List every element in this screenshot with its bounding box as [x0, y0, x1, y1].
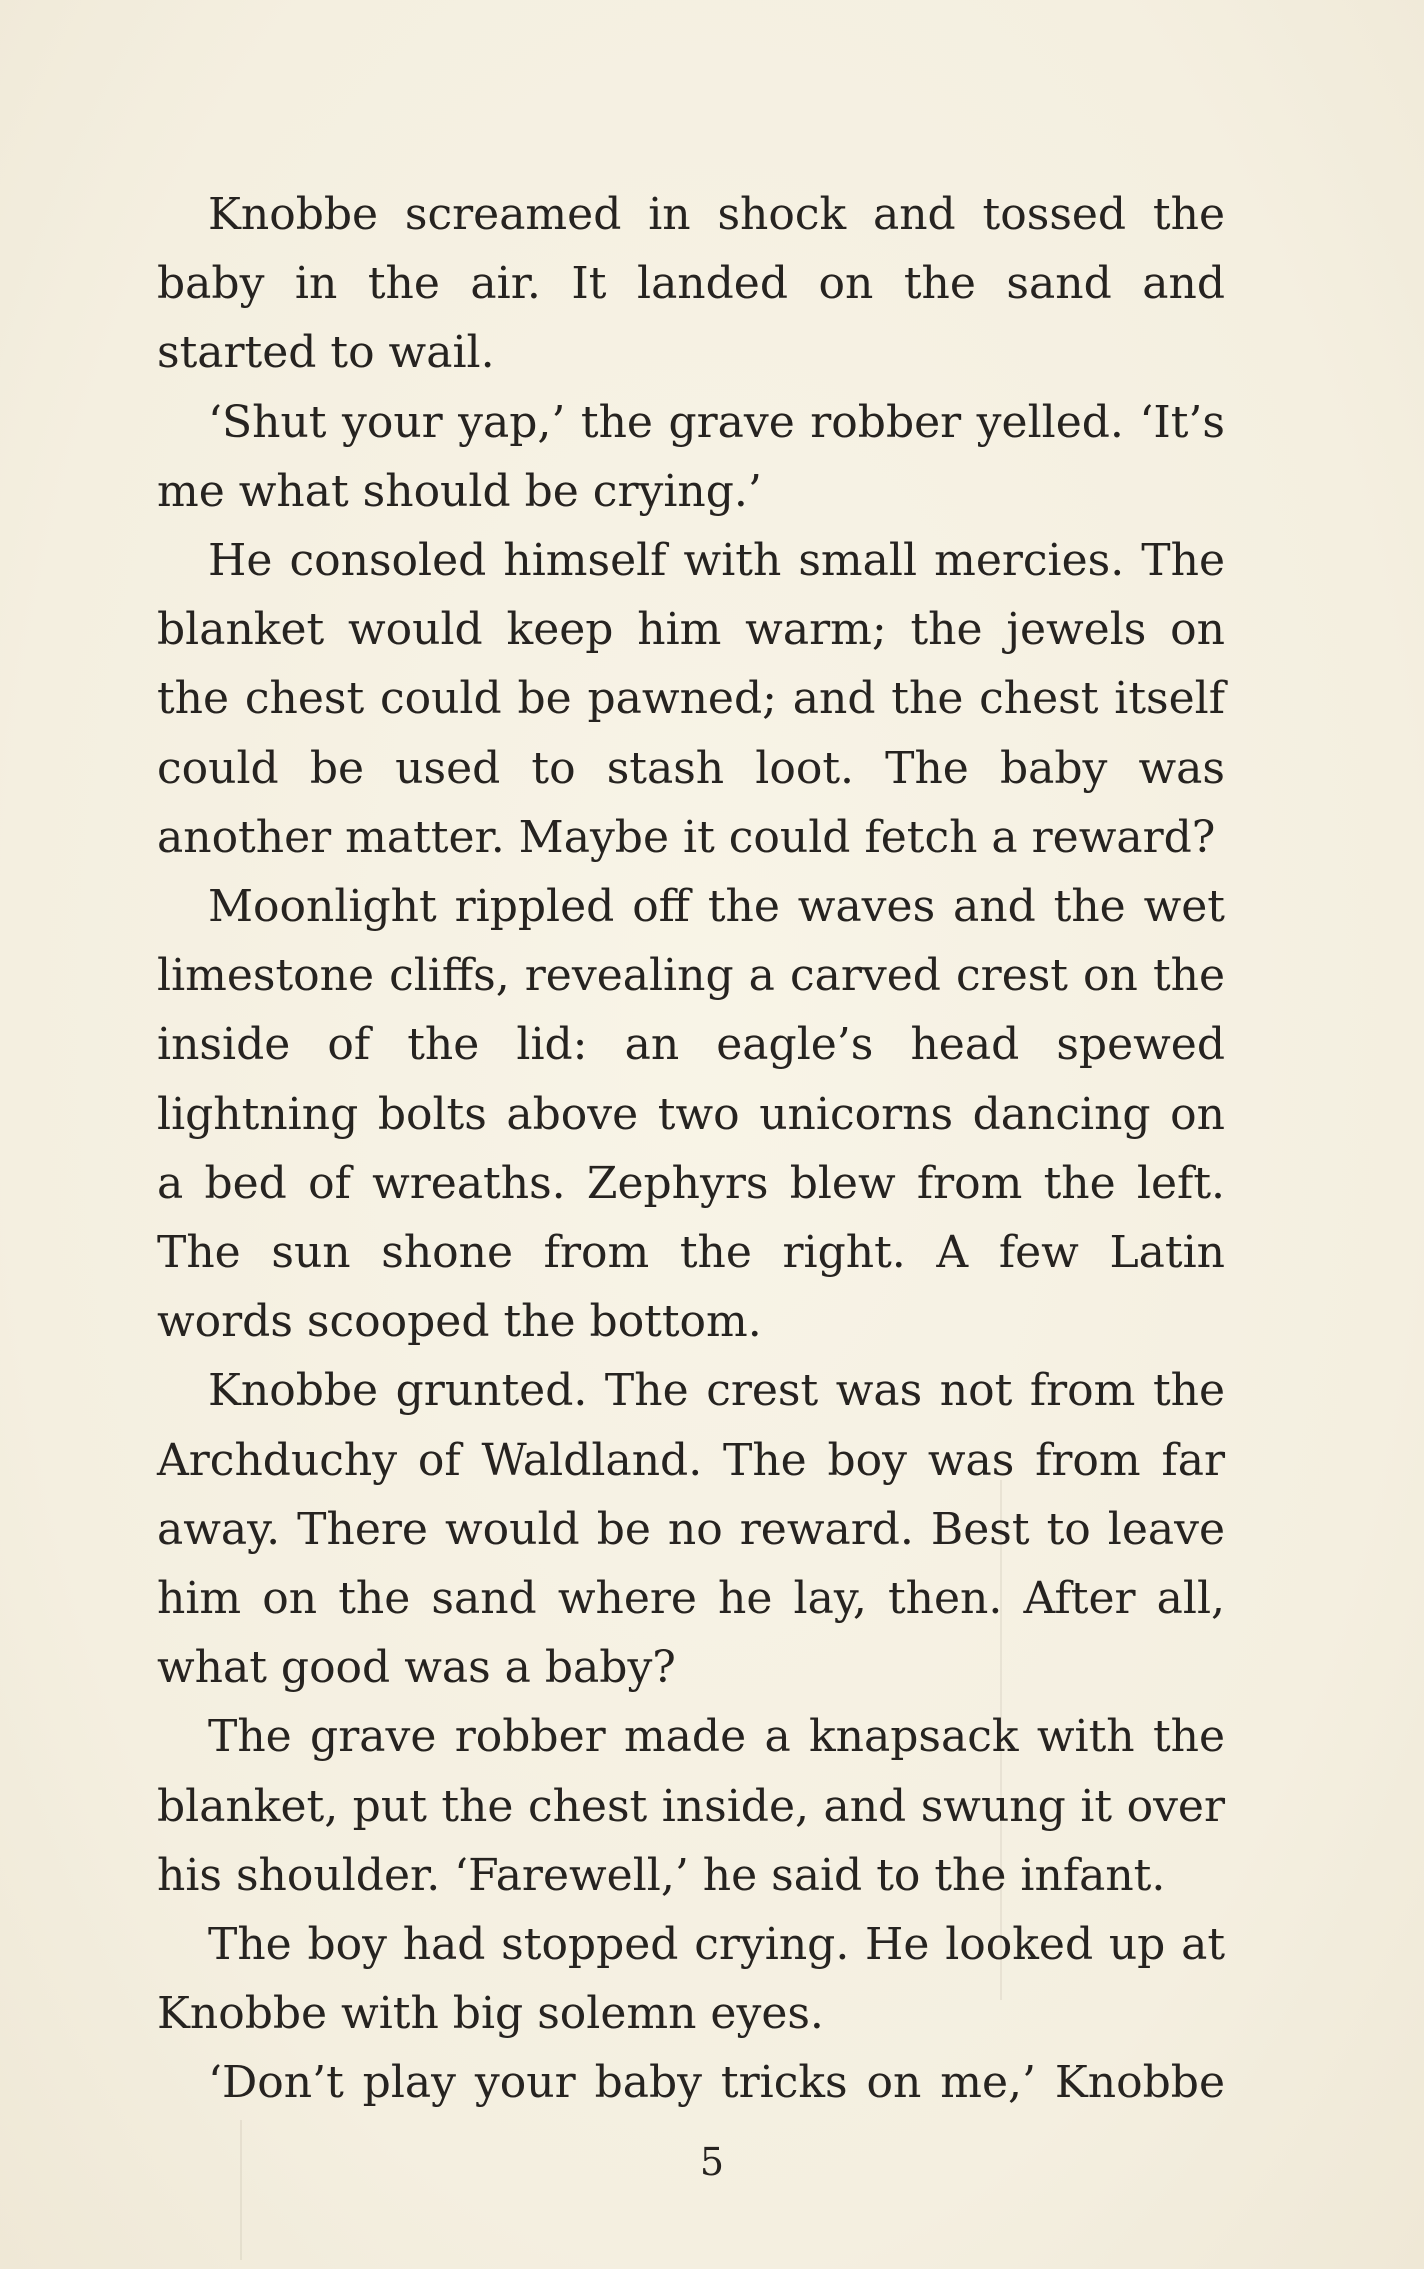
page-number: 5 — [699, 2140, 725, 2184]
body-text — [157, 180, 1225, 2118]
paragraph: Moonlight rippled off the waves and the wet limestone cliffs, revealing a carved crest on the inside of the lid: an eagle’s head spewed lightning bolts above two unicorns dancing on a bed of wreaths. Zephyrs blew from the left. The sun shone from the right. A few Latin words scooped the bottom. — [157, 881, 1225, 1348]
paragraph: The boy had stopped crying. He looked up at Knobbe with big solemn eyes. — [157, 1919, 1225, 2040]
paragraph: Knobbe screamed in shock and tossed the baby in the air. It landed on the sand and started to wail. — [157, 189, 1225, 379]
paragraph: ‘Don’t play your baby tricks on me,’ Knobbe — [208, 2057, 1225, 2109]
paragraph: He consoled himself with small mercies. The blanket would keep him warm; the jewels on the chest could be pawned; and the chest itself could be used to stash loot. The baby was another matter. Maybe it could fetch a reward? — [157, 535, 1225, 863]
paragraph: ‘Shut your yap,’ the grave robber yelled. ‘It’s me what should be crying.’ — [157, 396, 1225, 517]
paragraph: Knobbe grunted. The crest was not from the Archduchy of Waldland. The boy was from far away. There would be no reward. Best to leave him on the sand where he lay, then. After all, what good was a baby? — [157, 1365, 1225, 1694]
paragraph: The grave robber made a knapsack with the blanket, put the chest inside, and swung it over his shoulder. ‘Farewell,’ he said to the infant. — [157, 1711, 1225, 1901]
